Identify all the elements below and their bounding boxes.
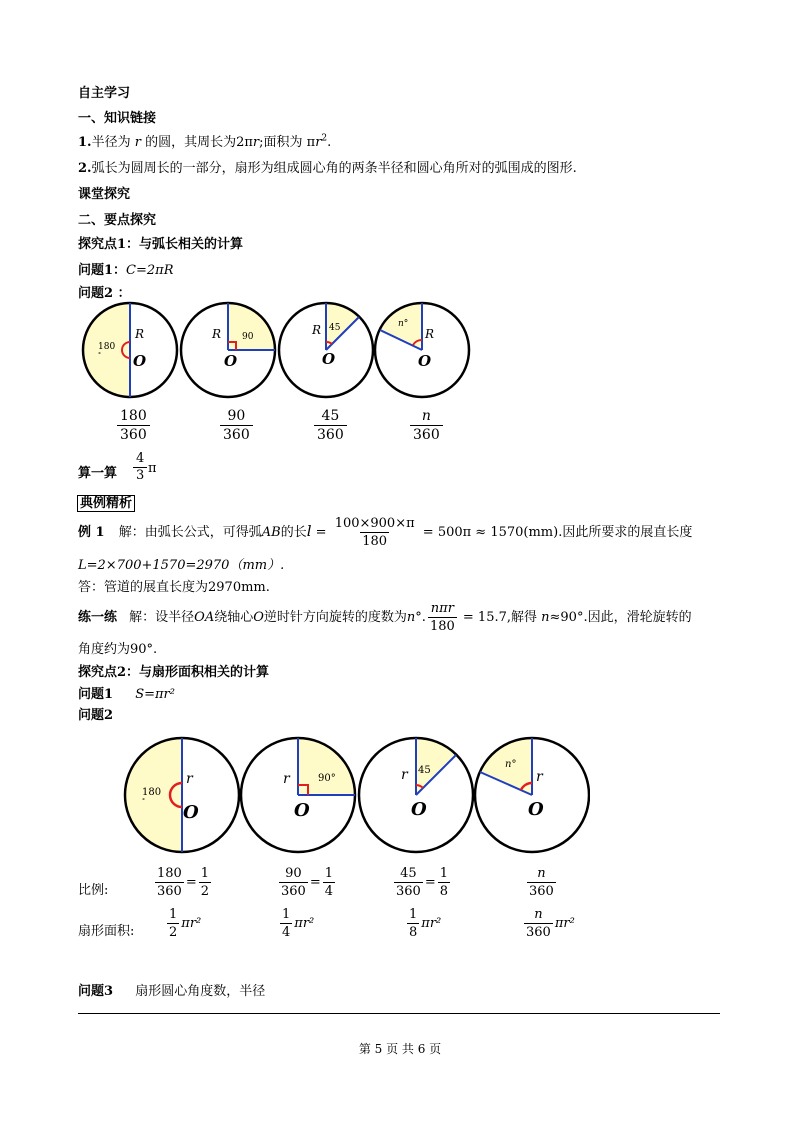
explore-2-q1-label: 问题1 (78, 687, 114, 702)
center-label: O (294, 800, 310, 821)
ratio-fraction (279, 865, 308, 900)
example-1-answer: 答：管道的展直长度为2970mm. (78, 580, 270, 595)
fraction-den: 360 (526, 925, 551, 940)
heading-ketang: 课堂探究 (78, 187, 131, 202)
ratio-fraction (527, 865, 556, 900)
suanyisuan-label: 算一算 (78, 466, 118, 481)
example-1-label: 例 1 (78, 525, 105, 540)
radius-label: r (536, 769, 543, 785)
area-tail: πr² (421, 916, 442, 931)
section-1-title: 一、知识链接 (78, 111, 157, 126)
fraction-num: 45 (321, 408, 340, 424)
area-label: 扇形面积: (78, 924, 135, 939)
area-item-1 (165, 906, 201, 941)
fraction-num: n (534, 907, 543, 922)
practice-text-e: = 15.7,解得 (458, 610, 542, 625)
fraction-180-360 (117, 407, 150, 444)
deg-mark: ° (142, 798, 145, 805)
circle-n (475, 738, 589, 852)
practice-o: O (253, 610, 264, 625)
page-footer: 第 5 页 共 6 页 (358, 1042, 442, 1056)
fraction-num: 4 (136, 451, 145, 466)
example-1-ab: AB (261, 525, 281, 540)
area-item-4 (522, 906, 575, 941)
fraction-den: 3 (133, 467, 147, 484)
fraction-den: 4 (282, 925, 291, 940)
fraction-num: 180 (120, 408, 147, 424)
practice-label: 练一练 (78, 610, 118, 625)
ratio-fraction (155, 865, 184, 900)
area-fraction (524, 906, 553, 941)
example-1-text-a: 解：由弧长公式，可得弧 (118, 525, 262, 540)
area-item-3 (405, 906, 441, 941)
fraction-num: 1 (439, 866, 449, 881)
item-1-r2: r (252, 135, 260, 150)
radius-label: R (135, 327, 145, 341)
center-label: O (322, 350, 336, 368)
example-1-line-2: L=2×700+1570=2970（mm）. (78, 558, 285, 573)
center-label: O (528, 799, 544, 820)
explore-2-question-3 (78, 980, 265, 999)
question-1 (78, 259, 174, 278)
item-1-r: r (134, 135, 141, 150)
ratio-eq: = (309, 875, 321, 890)
heading-zizhu: 自主学习 (78, 86, 131, 101)
dianli-heading (77, 492, 135, 511)
explore-1-title: 探究点1：与弧长相关的计算 (78, 237, 244, 252)
example-1 (78, 515, 692, 550)
fraction-den: 360 (281, 884, 306, 899)
area-item-2 (278, 906, 314, 941)
explore-2-title: 探究点2：与扇形面积相关的计算 (78, 665, 270, 680)
fraction-den: 360 (220, 425, 253, 444)
example-1-l: l (306, 522, 312, 540)
ratio-label: 比例: (78, 883, 109, 898)
fraction-den: 2 (200, 884, 210, 899)
center-label: O (418, 352, 432, 370)
fraction-num: 1 (409, 907, 418, 922)
radius-label: r (401, 767, 408, 783)
deg-mark: ° (98, 352, 101, 359)
fraction-num: 1 (324, 866, 334, 881)
explore-2-q3-label: 问题3 (78, 984, 114, 999)
angle-label: 90° (318, 773, 336, 784)
fraction-den: 180 (429, 619, 455, 634)
fraction-90-360 (220, 407, 253, 444)
fraction-den: 360 (117, 425, 150, 444)
circle-90 (241, 738, 355, 852)
area-tail: πr² (181, 916, 202, 931)
center-label: O (133, 352, 147, 370)
angle-label: 90 (242, 332, 254, 342)
fraction-den: 360 (157, 884, 182, 899)
explore-2-q1-formula: S=πr² (135, 687, 175, 702)
practice-text-f: ≈90°.因此，滑轮旋转的 (549, 610, 692, 625)
fraction-den: 4 (324, 884, 334, 899)
fraction-den: 2 (169, 925, 178, 940)
center-label: O (183, 802, 199, 823)
item-1 (78, 131, 331, 150)
circle-45 (279, 303, 373, 397)
radius-label: R (312, 323, 322, 337)
circle-45 (359, 738, 473, 852)
fraction-den: 8 (409, 925, 418, 940)
explore-2-question-1 (78, 683, 175, 702)
item-2-num: 2. (78, 161, 92, 176)
practice-text-c: 逆时针方向旋转的度数为 (263, 610, 407, 625)
angle-label: 180 (98, 342, 116, 352)
fraction-num: 90 (285, 866, 302, 881)
question-1-formula: C=2πR (126, 263, 174, 278)
circle-90 (181, 303, 275, 397)
fraction-n-360 (410, 407, 443, 444)
fraction-num: 1 (200, 866, 210, 881)
practice-n: n (406, 610, 416, 625)
area-tail: πr² (554, 916, 575, 931)
item-1-sup: 2 (321, 133, 328, 144)
ratio-item-3 (392, 865, 452, 900)
circle-180 (125, 738, 239, 852)
practice-n2: n (541, 610, 550, 625)
practice-text-b: 绕轴心 (214, 610, 254, 625)
explore-2-question-2: 问题2 (78, 708, 114, 723)
practice-text-d: °. (415, 610, 426, 625)
fraction-num: n (421, 408, 431, 424)
radius-label: R (212, 327, 222, 341)
section-2-title: 二、要点探究 (78, 213, 157, 228)
fraction-num: n (537, 866, 546, 881)
ratio-item-4 (525, 865, 558, 900)
item-1-end: . (327, 135, 332, 150)
suanyisuan-pi: π (148, 461, 157, 476)
angle-label: n° (398, 319, 409, 329)
circle-n (375, 303, 469, 397)
center-label: O (224, 352, 238, 370)
example-1-text-c: = 500π ≈ 1570(mm).因此所要求的展直长度 (418, 525, 693, 540)
area-tail: πr² (294, 916, 315, 931)
item-1-text-b: 的圆，其周长为2π (145, 135, 253, 150)
fraction-num: 45 (400, 866, 417, 881)
fraction-den: 360 (314, 425, 347, 444)
item-1-r3: r (315, 135, 322, 150)
circle-180 (83, 303, 177, 397)
fraction-num: 180 (157, 866, 182, 881)
angle-label: n° (505, 759, 517, 770)
fraction-den: 360 (396, 884, 421, 899)
ratio-eq: = (424, 875, 436, 890)
item-1-text-c: ;面积为 π (259, 135, 316, 150)
area-fraction (167, 906, 179, 941)
radius-label: R (425, 327, 435, 341)
fraction-den: 8 (439, 884, 449, 899)
fraction-num: 1 (282, 907, 291, 922)
practice-text-a: 解：设半径 (129, 610, 195, 625)
radius-label: r (186, 771, 193, 787)
angle-label: 45 (329, 323, 341, 333)
area-fraction (407, 906, 419, 941)
arc-length-figure (80, 300, 480, 400)
practice (78, 600, 692, 635)
ratio-result (323, 865, 335, 900)
ratio-item-1 (153, 865, 213, 900)
practice-line-2: 角度约为90°. (78, 642, 158, 657)
angle-label: 180 (142, 787, 162, 798)
question-2-label: 问题2 ： (78, 286, 131, 301)
center-label: O (411, 799, 427, 820)
area-fraction (280, 906, 292, 941)
angle-label: 45 (418, 765, 431, 776)
sector-area-figure (120, 735, 590, 855)
radius-label: r (283, 771, 290, 787)
practice-oa: OA (194, 610, 215, 625)
fraction-den: 360 (410, 425, 443, 444)
fraction-num: 1 (169, 907, 178, 922)
practice-fraction (428, 600, 457, 635)
footer-rule (78, 1013, 720, 1014)
ratio-fraction (394, 865, 423, 900)
fraction-num: nπr (430, 601, 454, 616)
example-1-fraction (333, 515, 417, 550)
fraction-45-360 (314, 407, 347, 444)
item-2 (78, 157, 577, 176)
explore-2-q3-text: 扇形圆心角度数，半径 (135, 984, 266, 999)
ratio-result (199, 865, 211, 900)
dianli-boxed-text: 典例精析 (77, 495, 135, 512)
example-1-eq: = (311, 525, 331, 540)
ratio-item-2 (277, 865, 337, 900)
fraction-num: 90 (227, 408, 246, 424)
item-1-num: 1. (78, 135, 92, 150)
example-1-text-b: 的长 (280, 525, 307, 540)
item-2-text: 弧长为圆周长的一部分，扇形为组成圆心角的两条半径和圆心角所对的弧围成的图形. (91, 161, 577, 176)
suanyisuan-fraction (133, 451, 147, 484)
question-1-label: 问题1： (78, 263, 127, 278)
fraction-den: 180 (362, 534, 388, 549)
fraction-num: 100×900×π (334, 516, 415, 531)
ratio-result (438, 865, 450, 900)
item-1-text-a: 半径为 (91, 135, 131, 150)
ratio-eq: = (185, 875, 197, 890)
fraction-den: 360 (529, 884, 554, 899)
